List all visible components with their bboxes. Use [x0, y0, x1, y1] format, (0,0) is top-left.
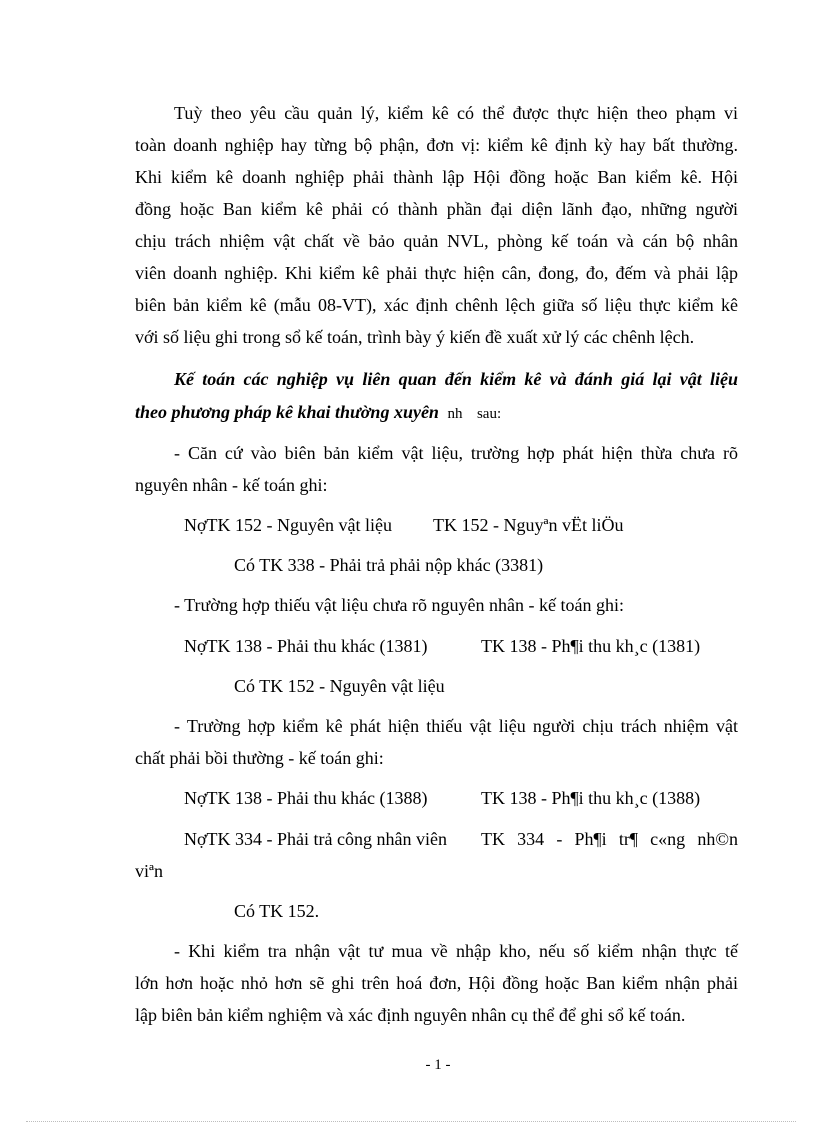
journal-debit-garbled: TK 138 - Ph¶i thu kh¸c (1381) — [481, 636, 701, 656]
paragraph-line: chịu trách nhiệm vật chất về bảo quản NVL, phòng kế toán và cán bộ nhân — [135, 231, 738, 251]
journal-debit-garbled: TK 334 - Ph¶i tr¶ c«ng nh©n — [481, 829, 738, 849]
paragraph-line: - Khi kiểm tra nhận vật tư mua về nhập kho, nếu số kiểm nhận thực tế — [174, 941, 738, 961]
paragraph-line: lập biên bản kiểm nghiệm và xác định nguyên nhân cụ thể để ghi sổ kế toán. — [135, 1005, 686, 1025]
paragraph-line: - Trường hợp kiểm kê phát hiện thiếu vật liệu người chịu trách nhiệm vật — [174, 716, 738, 736]
paragraph-line: Khi kiểm kê doanh nghiệp phải thành lập Hội đồng hoặc Ban kiểm kê. Hội — [135, 167, 738, 187]
section-heading-text: theo phương pháp kê khai thường xuyên — [135, 402, 439, 422]
journal-debit-wrap: viªn — [135, 861, 163, 881]
paragraph-line: nguyên nhân - kế toán ghi: — [135, 475, 328, 495]
paragraph-line: - Trường hợp thiếu vật liệu chưa rõ nguyên nhân - kế toán ghi: — [174, 595, 624, 615]
paragraph-line: - Căn cứ vào biên bản kiểm vật liệu, trường hợp phát hiện thừa chưa rõ — [174, 443, 738, 463]
heading-trailing-fragment: nh — [447, 406, 463, 422]
paragraph-line: viên doanh nghiệp. Khi kiểm kê phải thực hiện cân, đong, đo, đếm và phải lập — [135, 263, 738, 283]
page-number: - 1 - — [425, 1057, 451, 1073]
paragraph-line: lớn hơn hoặc nhỏ hơn sẽ ghi trên hoá đơn, Hội đồng hoặc Ban kiểm nhận phải — [135, 973, 738, 993]
heading-trailing-word: sau: — [476, 406, 502, 422]
paragraph-line: với số liệu ghi trong sổ kế toán, trình bày ý kiến đề xuất xử lý các chênh lệch. — [135, 327, 695, 347]
paragraph-line: Tuỳ theo yêu cầu quản lý, kiểm kê có thể được thực hiện theo phạm vi — [174, 103, 738, 123]
paragraph-line: đồng hoặc Ban kiểm kê phải có thành phần đại diện lãnh đạo, những người — [135, 199, 738, 219]
paragraph-line: biên bản kiểm kê (mẫu 08-VT), xác định chênh lệch giữa số liệu thực kiểm kê — [135, 295, 738, 315]
paragraph-line: toàn doanh nghiệp hay từng bộ phận, đơn vị: kiểm kê định kỳ hay bất thường. — [135, 135, 738, 155]
paragraph-line: chất phải bồi thường - kế toán ghi: — [135, 748, 384, 768]
section-heading: Kế toán các nghiệp vụ liên quan đến kiểm kê và đánh giá lại vật liệu — [174, 369, 738, 389]
page-border-divider — [26, 1121, 796, 1122]
journal-credit-entry: Có TK 152 - Nguyên vật liệu — [234, 676, 445, 696]
journal-debit-entry: NợTK 334 - Phải trả công nhân viên — [184, 829, 447, 849]
journal-debit-entry: NợTK 138 - Phải thu khác (1381) — [184, 636, 428, 656]
journal-debit-garbled: TK 152 - Nguyªn vËt liÖu — [433, 515, 624, 535]
journal-debit-entry: NợTK 138 - Phải thu khác (1388) — [184, 788, 428, 808]
journal-credit-entry: Có TK 152. — [234, 901, 320, 921]
journal-credit-entry: Có TK 338 - Phải trả phải nộp khác (3381) — [234, 555, 544, 575]
journal-debit-garbled: TK 138 - Ph¶i thu kh¸c (1388) — [481, 788, 701, 808]
section-heading-line2 — [135, 400, 501, 426]
journal-debit-entry: NợTK 152 - Nguyên vật liệu — [184, 515, 392, 535]
